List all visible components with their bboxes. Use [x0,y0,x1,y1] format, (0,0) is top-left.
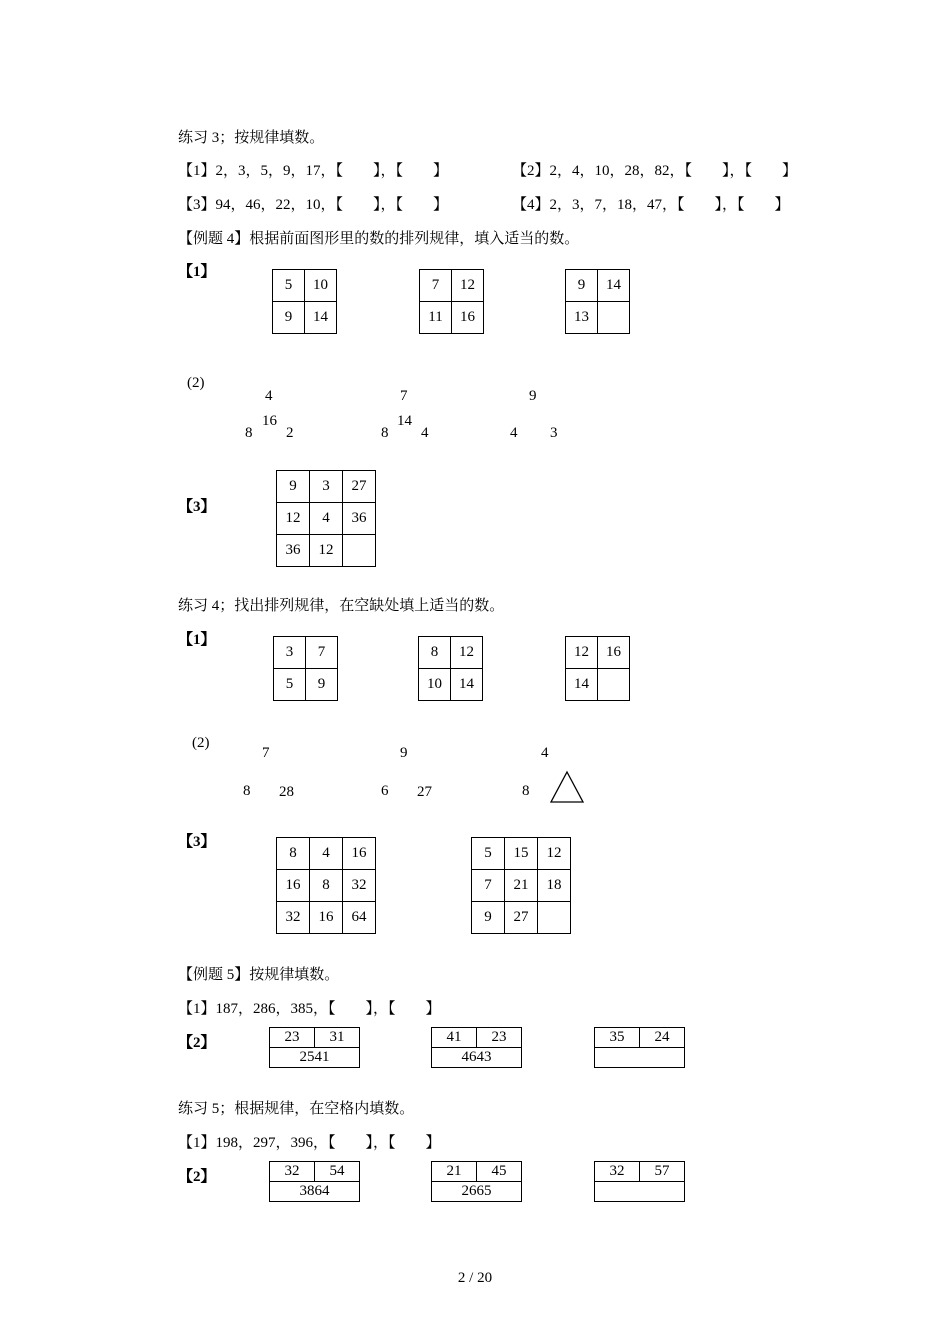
grid-cell: 9 [273,302,305,334]
practice3-q4: 【4】2，3，7，18，47，【 】，【 】 [512,197,790,213]
practice4-q2-g2-left: 6 [381,783,389,799]
example4-q2-g1-left: 8 [245,425,253,441]
example4-q3-label: 【3】 [178,499,216,515]
practice4-q2-g1-top: 7 [262,745,270,761]
box-bottom: 3864 [270,1182,360,1202]
grid-cell: 8 [277,838,310,870]
box-top-right: 23 [477,1028,522,1048]
grid-cell: 16 [343,838,376,870]
example4-q3-grid [276,470,376,567]
practice4-q2-g3-top: 4 [541,745,549,761]
grid-cell: 12 [451,637,483,669]
box-top-left: 32 [270,1162,315,1182]
grid-cell: 12 [310,535,343,567]
example4-q2-g3-top: 9 [529,388,537,404]
example4-q2-g1-mid: 16 [262,413,277,429]
box-top-left: 23 [270,1028,315,1048]
box-top-right: 24 [640,1028,685,1048]
practice4-q2-label: (2) [192,735,210,751]
example4-q1-grid-2 [419,269,484,334]
example4-q1-grid-1 [272,269,337,334]
grid-cell: 14 [305,302,337,334]
practice5-q1: 【1】198，297，396，【 】，【 】 [178,1135,441,1151]
practice5-title: 练习 5；根据规律，在空格内填数。 [178,1101,415,1117]
box-top-left: 41 [432,1028,477,1048]
page-number: 2 / 20 [457,1270,493,1286]
practice3-q3: 【3】94，46，22，10，【 】，【 】 [178,197,449,213]
box-bottom: 2665 [432,1182,522,1202]
grid-cell: 9 [566,270,598,302]
grid-cell: 64 [343,902,376,934]
grid-cell [598,302,630,334]
practice4-q2-g1-right: 28 [279,784,294,800]
practice5-q2-box-1 [269,1161,360,1202]
practice4-q2-g1-left: 8 [243,783,251,799]
box-bottom [595,1048,685,1068]
grid-cell: 12 [538,838,571,870]
grid-cell: 16 [277,870,310,902]
example4-q2-g2-left: 8 [381,425,389,441]
practice4-q1-label: 【1】 [178,632,216,648]
grid-cell: 36 [343,503,376,535]
grid-cell: 10 [419,669,451,701]
grid-cell: 18 [538,870,571,902]
grid-cell: 8 [419,637,451,669]
example5-q1: 【1】187，286，385，【 】，【 】 [178,1001,441,1017]
grid-cell: 7 [420,270,452,302]
grid-cell: 16 [598,637,630,669]
grid-cell: 27 [505,902,538,934]
example5-title: 【例题 5】按规律填数。 [178,967,340,983]
grid-cell: 9 [277,471,310,503]
grid-cell: 5 [273,270,305,302]
grid-cell: 5 [472,838,505,870]
grid-cell: 21 [505,870,538,902]
grid-cell: 9 [306,669,338,701]
box-top-right: 57 [640,1162,685,1182]
practice4-q2-g2-right: 27 [417,784,432,800]
grid-cell: 4 [310,503,343,535]
grid-cell: 7 [306,637,338,669]
grid-cell [343,535,376,567]
grid-cell: 5 [274,669,306,701]
practice4-q3-grid-2 [471,837,571,934]
example4-q1-grid-3 [565,269,630,334]
grid-cell: 8 [310,870,343,902]
box-top-left: 32 [595,1162,640,1182]
grid-cell: 36 [277,535,310,567]
grid-cell: 16 [310,902,343,934]
triangle-icon [549,770,585,804]
grid-cell: 32 [277,902,310,934]
grid-cell: 10 [305,270,337,302]
grid-cell: 14 [451,669,483,701]
grid-cell: 15 [505,838,538,870]
grid-cell: 11 [420,302,452,334]
box-top-left: 21 [432,1162,477,1182]
box-top-right: 45 [477,1162,522,1182]
grid-cell [538,902,571,934]
practice5-q2-box-3 [594,1161,685,1202]
grid-cell: 7 [472,870,505,902]
practice4-q3-grid-1 [276,837,376,934]
box-bottom: 2541 [270,1048,360,1068]
example5-q2-box-2 [431,1027,522,1068]
practice3-title: 练习 3；按规律填数。 [178,130,325,146]
box-bottom [595,1182,685,1202]
grid-cell: 14 [566,669,598,701]
practice3-q2: 【2】2，4，10，28，82，【 】，【 】 [512,163,798,179]
example4-q2-g1-right: 2 [286,425,294,441]
practice5-q2-box-2 [431,1161,522,1202]
grid-cell: 12 [566,637,598,669]
practice5-q2-label: 【2】 [178,1169,216,1185]
example5-q2-label: 【2】 [178,1035,216,1051]
grid-cell: 13 [566,302,598,334]
example4-title: 【例题 4】根据前面图形里的数的排列规律，填入适当的数。 [178,231,580,247]
example4-q1-label: 【1】 [178,264,216,280]
practice4-q1-grid-3 [565,636,630,701]
box-bottom: 4643 [432,1048,522,1068]
practice3-q1: 【1】2，3，5，9，17，【 】，【 】 [178,163,449,179]
grid-cell: 3 [310,471,343,503]
grid-cell: 3 [274,637,306,669]
example4-q2-g2-top: 7 [400,388,408,404]
example4-q2-g3-right: 3 [550,425,558,441]
example4-q2-g2-mid: 14 [397,413,412,429]
practice4-title: 练习 4；找出排列规律，在空缺处填上适当的数。 [178,598,505,614]
example4-q2-g2-right: 4 [421,425,429,441]
practice4-q1-grid-2 [418,636,483,701]
grid-cell: 9 [472,902,505,934]
grid-cell: 12 [452,270,484,302]
grid-cell: 32 [343,870,376,902]
grid-cell: 12 [277,503,310,535]
practice4-q1-grid-1 [273,636,338,701]
practice4-q2-g2-top: 9 [400,745,408,761]
grid-cell [598,669,630,701]
example5-q2-box-3 [594,1027,685,1068]
practice4-q3-label: 【3】 [178,834,216,850]
box-top-left: 35 [595,1028,640,1048]
box-top-right: 54 [315,1162,360,1182]
example4-q2-label: (2) [187,375,205,391]
practice4-q2-g3-left: 8 [522,783,530,799]
box-top-right: 31 [315,1028,360,1048]
example4-q2-g1-top: 4 [265,388,273,404]
grid-cell: 16 [452,302,484,334]
example5-q2-box-1 [269,1027,360,1068]
grid-cell: 14 [598,270,630,302]
grid-cell: 4 [310,838,343,870]
example4-q2-g3-left: 4 [510,425,518,441]
grid-cell: 27 [343,471,376,503]
